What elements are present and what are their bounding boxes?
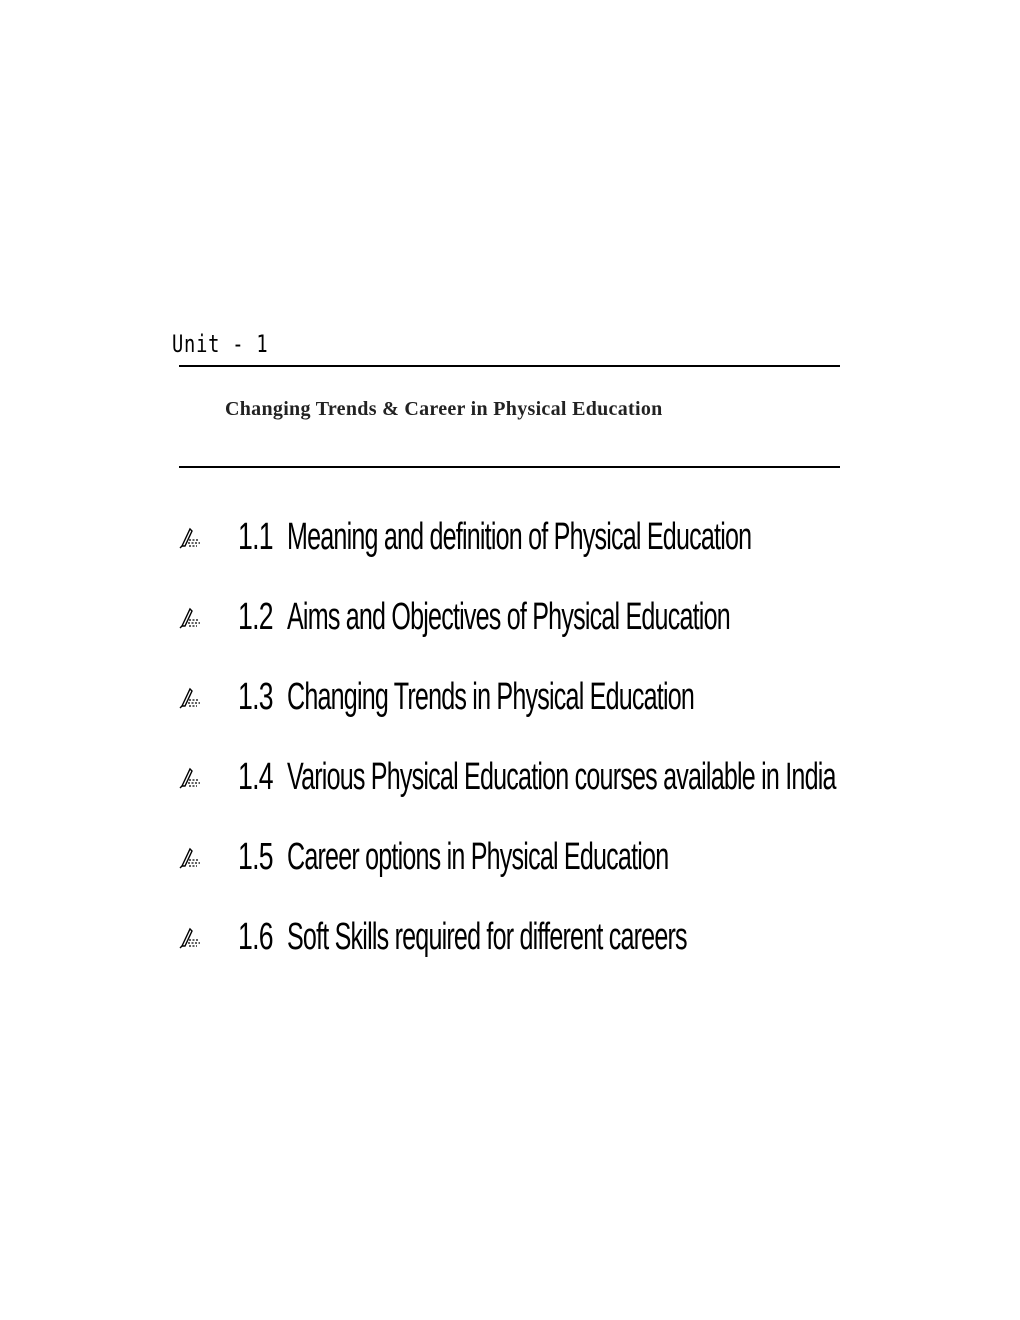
chapter-title: Changing Trends & Career in Physical Education: [225, 398, 663, 420]
pen-writing-icon: [178, 846, 202, 870]
topic-number: 1.4: [238, 756, 273, 798]
topic-number: 1.3: [238, 676, 273, 718]
topic-number: 1.6: [238, 916, 273, 958]
topic-number: 1.1: [238, 516, 273, 558]
pen-writing-icon: [178, 766, 202, 790]
topic-title: Various Physical Education courses available in India: [287, 756, 836, 798]
pen-writing-icon: [178, 526, 202, 550]
topic-title: Meaning and definition of Physical Education: [287, 516, 752, 558]
topic-title: Aims and Objectives of Physical Education: [287, 596, 730, 638]
pen-writing-icon: [178, 686, 202, 710]
topic-title: Soft Skills required for different careers: [287, 916, 687, 958]
topic-number: 1.2: [238, 596, 273, 638]
topic-number: 1.5: [238, 836, 273, 878]
topic-title: Career options in Physical Education: [287, 836, 669, 878]
pen-writing-icon: [178, 926, 202, 950]
pen-writing-icon: [178, 606, 202, 630]
topic-title: Changing Trends in Physical Education: [287, 676, 695, 718]
unit-label: Unit - 1: [172, 330, 269, 358]
header-top-rule: [179, 365, 840, 367]
header-bottom-rule: [179, 466, 840, 468]
